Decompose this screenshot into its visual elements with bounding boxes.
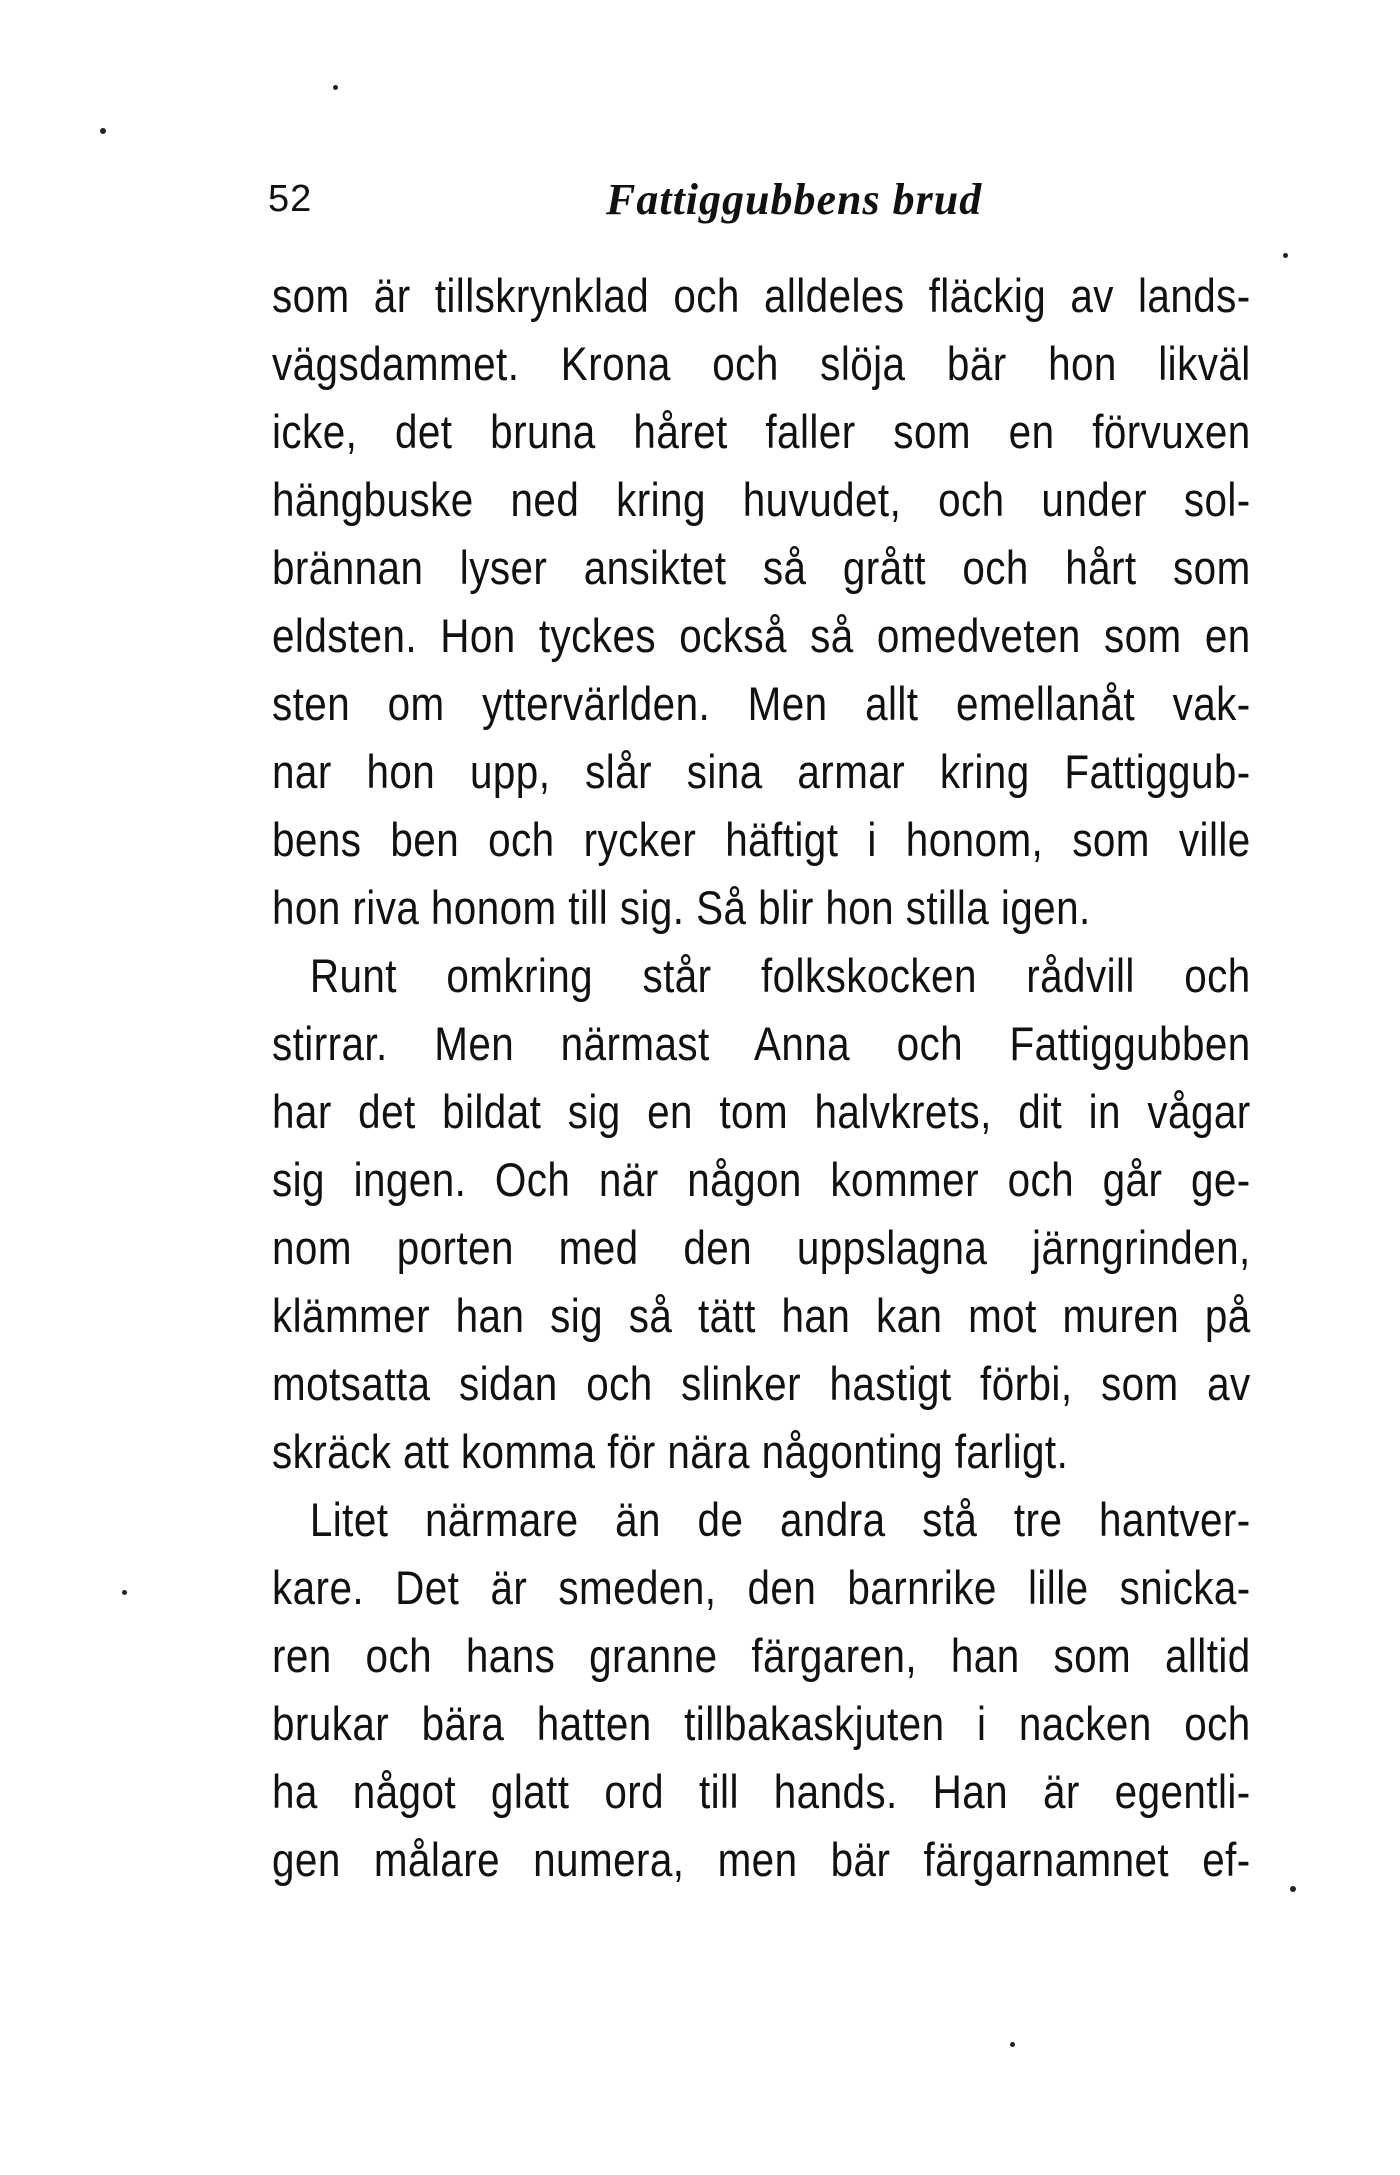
text-line: vägsdammet. Krona och slöja bär hon likväl: [272, 337, 1251, 390]
scan-speck: [1283, 253, 1288, 258]
scan-speck: [1010, 2042, 1015, 2047]
text-line: hon riva honom till sig. Så blir hon stilla igen.: [272, 881, 1091, 934]
text-line: klämmer han sig så tätt han kan mot muren på: [272, 1289, 1251, 1342]
text-line: ha något glatt ord till hands. Han är egentli-: [272, 1765, 1251, 1818]
text-line: stirrar. Men närmast Anna och Fattiggubben: [272, 1017, 1251, 1070]
running-title: Fattiggubbens brud: [606, 175, 983, 224]
text-line: bens ben och rycker häftigt i honom, som ville: [272, 813, 1251, 866]
scan-speck: [1290, 1886, 1296, 1892]
page-number: 52: [268, 178, 313, 220]
scan-speck: [122, 1590, 127, 1595]
text-line: gen målare numera, men bär färgarnamnet ef-: [272, 1833, 1251, 1886]
text-line: nar hon upp, slår sina armar kring Fattiggub-: [272, 745, 1251, 798]
paragraph-start-line: Litet närmare än de andra stå tre hantver-: [309, 1493, 1251, 1546]
text-line: ren och hans granne färgaren, han som alltid: [272, 1629, 1251, 1682]
text-line: brännan lyser ansiktet så grått och hårt som: [272, 541, 1251, 594]
text-line: nom porten med den uppslagna järngrinden,: [272, 1221, 1251, 1274]
text-line: motsatta sidan och slinker hastigt förbi, som av: [272, 1357, 1251, 1410]
text-line: kare. Det är smeden, den barnrike lille snicka-: [272, 1561, 1251, 1614]
text-line: sten om yttervärlden. Men allt emellanåt vak-: [272, 677, 1251, 730]
paragraph-start-line: Runt omkring står folkskocken rådvill och: [309, 949, 1251, 1002]
text-line: hängbuske ned kring huvudet, och under sol-: [272, 473, 1251, 526]
running-head: [268, 175, 1028, 238]
text-line: skräck att komma för nära någonting farligt.: [272, 1425, 1069, 1478]
text-line: eldsten. Hon tyckes också så omedveten som en: [272, 609, 1251, 662]
scan-speck: [333, 85, 338, 90]
text-line: har det bildat sig en tom halvkrets, dit in vågar: [272, 1085, 1251, 1138]
text-line: icke, det bruna håret faller som en förvuxen: [272, 405, 1251, 458]
text-line: som är tillskrynklad och alldeles fläckig av lands-: [272, 269, 1251, 322]
scan-speck: [100, 128, 106, 134]
text-line: sig ingen. Och när någon kommer och går ge-: [272, 1153, 1251, 1206]
text-line: brukar bära hatten tillbakaskjuten i nacken och: [272, 1697, 1251, 1750]
body-text: [272, 262, 1262, 1894]
